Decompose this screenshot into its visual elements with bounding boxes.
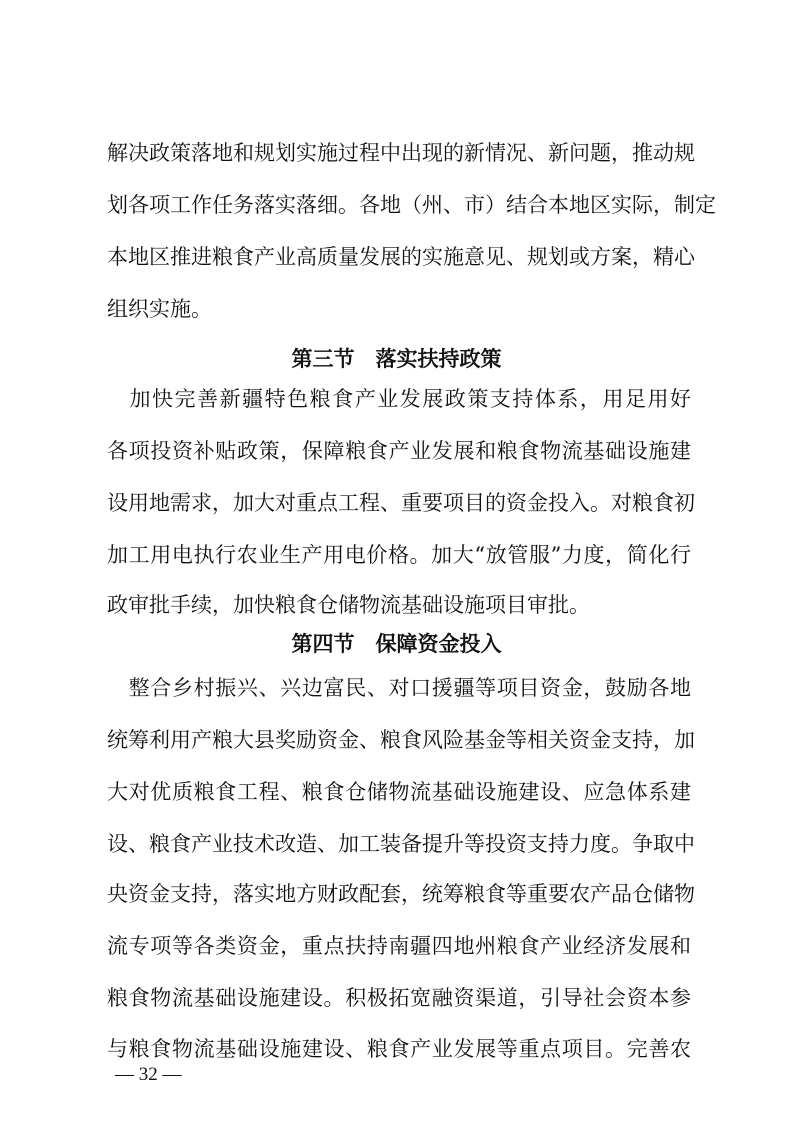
body-text-line: 统筹利用产粮大县奖励资金、粮食风险基金等相关资金支持，加	[107, 728, 695, 752]
body-text-line: 政审批手续，加快粮食仓储物流基础设施项目审批。	[107, 593, 590, 617]
body-text-line: 设、粮食产业技术改造、加工装备提升等投资支持力度。争取中	[107, 832, 695, 856]
section-heading: 第四节 保障资金投入	[291, 631, 502, 656]
body-text-line: 解决政策落地和规划实施过程中出现的新情况、新问题，推动规	[107, 141, 695, 165]
body-text-line: 大对优质粮食工程、粮食仓储物流基础设施建设、应急体系建	[107, 780, 691, 804]
body-text-line: 组织实施。	[107, 297, 212, 321]
body-text-line: 设用地需求，加大对重点工程、重要项目的资金投入。对粮食初	[107, 491, 695, 515]
body-text-line: 央资金支持，落实地方财政配套，统筹粮食等重要农产品仓储物	[107, 882, 695, 906]
body-text-line: 本地区推进粮食产业高质量发展的实施意见、规划或方案，精心	[107, 245, 695, 269]
page-number: — 32 —	[115, 1064, 182, 1085]
body-text-line: 各项投资补贴政策，保障粮食产业发展和粮食物流基础设施建	[107, 439, 691, 463]
section-heading: 第三节 落实扶持政策	[291, 346, 502, 371]
body-text-line: 流专项等各类资金，重点扶持南疆四地州粮食产业经济发展和	[107, 934, 691, 958]
body-text-line: 划各项工作任务落实落细。各地（州、市）结合本地区实际，制定	[107, 193, 716, 217]
body-text-line: 与粮食物流基础设施建设、粮食产业发展等重点项目。完善农	[107, 1037, 691, 1061]
body-text-line: 整合乡村振兴、兴边富民、对口援疆等项目资金，鼓励各地	[107, 676, 691, 700]
body-text-line: 加工用电执行农业生产用电价格。加大“放管服”力度，简化行	[107, 543, 691, 567]
body-text-line: 粮食物流基础设施建设。积极拓宽融资渠道，引导社会资本参	[107, 986, 691, 1010]
body-text-line: 加快完善新疆特色粮食产业发展政策支持体系，用足用好	[107, 387, 691, 411]
